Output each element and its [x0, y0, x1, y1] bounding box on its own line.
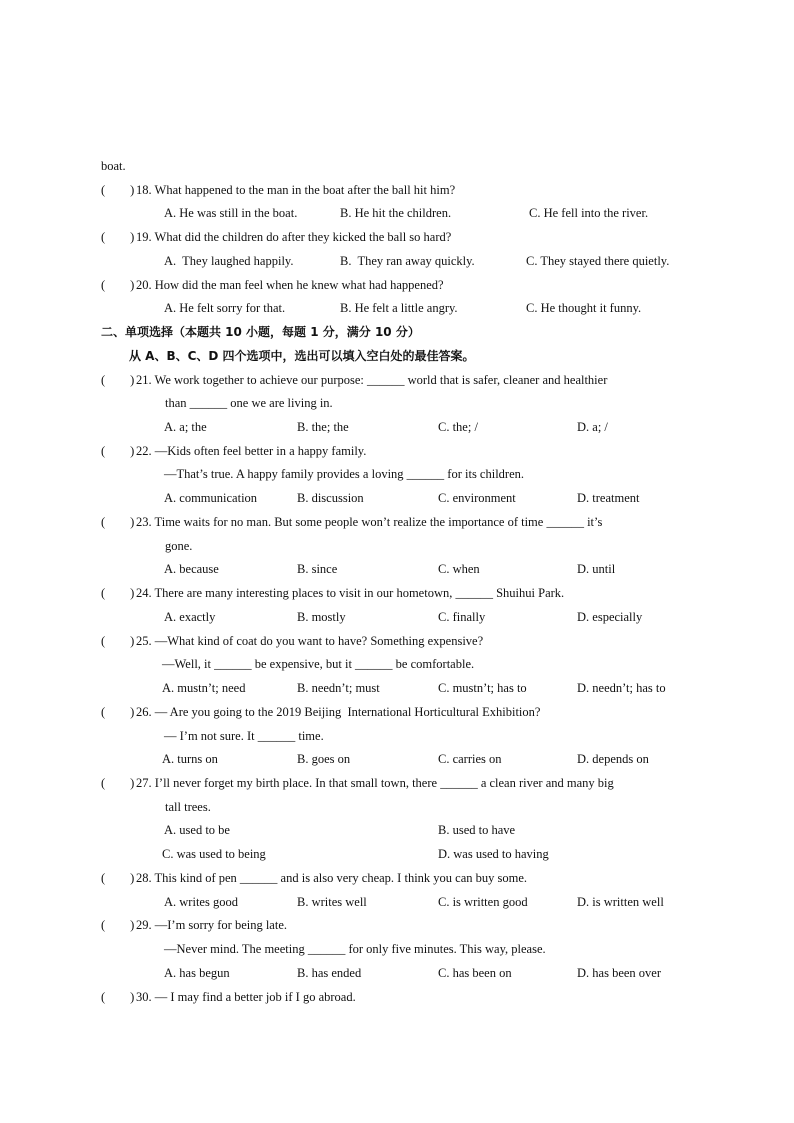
question-stem: 20. How did the man feel when he knew what had happened? [136, 278, 444, 292]
answer-bracket[interactable]: ( ) [101, 444, 135, 458]
option-b: B. used to have [438, 823, 516, 837]
option-b: B. writes well [297, 895, 367, 909]
option-a: A. communication [164, 491, 258, 505]
option-d: D. treatment [577, 491, 640, 505]
answer-bracket[interactable]: ( ) [101, 871, 135, 885]
question-continuation: —That’s true. A happy family provides a loving ______ for its children. [164, 467, 525, 481]
question-continuation: — I’m not sure. It ______ time. [164, 729, 324, 743]
option-c: C. They stayed there quietly. [526, 254, 670, 268]
option-c: C. was used to being [162, 847, 266, 861]
question-stem: 25. —What kind of coat do you want to have? Something expensive? [136, 634, 484, 648]
question-stem: 29. —I’m sorry for being late. [136, 918, 288, 932]
option-d: D. needn’t; has to [577, 681, 666, 695]
option-a: A. a; the [164, 420, 207, 434]
question-stem: 19. What did the children do after they kicked the ball so hard? [136, 230, 452, 244]
option-a: A. mustn’t; need [162, 681, 246, 695]
question-stem: 23. Time waits for no man. But some people won’t realize the importance of time ______ it’s [136, 515, 603, 529]
answer-bracket[interactable]: ( ) [101, 990, 135, 1004]
option-c: C. environment [438, 491, 516, 505]
option-c: C. He fell into the river. [529, 206, 649, 220]
question-stem: 26. — Are you going to the 2019 Beijing International Horticultural Exhibition? [136, 705, 541, 719]
question-stem: 28. This kind of pen ______ and is also very cheap. I think you can buy some. [136, 871, 528, 885]
answer-bracket[interactable]: ( ) [101, 373, 135, 387]
answer-bracket[interactable]: ( ) [101, 918, 135, 932]
question-stem: 24. There are many interesting places to visit in our hometown, ______ Shuihui Park. [136, 586, 565, 600]
question-stem: 21. We work together to achieve our purpose: ______ world that is safer, cleaner and healthier [136, 373, 608, 387]
option-b: B. mostly [297, 610, 346, 624]
answer-bracket[interactable]: ( ) [101, 634, 135, 648]
option-a: A. He felt sorry for that. [164, 301, 286, 315]
question-stem: 30. — I may find a better job if I go abroad. [136, 990, 356, 1004]
section-instruction: 从 A、B、C、D 四个选项中，选出可以填入空白处的最佳答案。 [129, 349, 475, 363]
option-b: B. goes on [297, 752, 351, 766]
answer-bracket[interactable]: ( ) [101, 586, 135, 600]
question-continuation: —Well, it ______ be expensive, but it ______ be comfortable. [162, 657, 475, 671]
option-c: C. when [438, 562, 480, 576]
option-a: A. used to be [164, 823, 230, 837]
option-c: C. carries on [438, 752, 502, 766]
answer-bracket[interactable]: ( ) [101, 515, 135, 529]
carry-over-text: boat. [101, 159, 126, 173]
answer-bracket[interactable]: ( ) [101, 776, 135, 790]
option-c: C. finally [438, 610, 486, 624]
option-c: C. He thought it funny. [526, 301, 642, 315]
option-b: B. has ended [297, 966, 362, 980]
option-d: D. especially [577, 610, 643, 624]
answer-bracket[interactable]: ( ) [101, 183, 135, 197]
question-continuation: tall trees. [165, 800, 211, 814]
option-c: C. the; / [438, 420, 478, 434]
question-continuation: than ______ one we are living in. [165, 396, 333, 410]
option-a: A. They laughed happily. [164, 254, 294, 268]
question-stem: 27. I’ll never forget my birth place. In that small town, there ______ a clean river and many big [136, 776, 614, 790]
option-b: B. They ran away quickly. [340, 254, 475, 268]
option-c: C. is written good [438, 895, 528, 909]
option-d: D. until [577, 562, 616, 576]
question-continuation: gone. [165, 539, 193, 553]
question-stem: 18. What happened to the man in the boat after the ball hit him? [136, 183, 456, 197]
section-heading: 二、单项选择（本题共 10 小题，每题 1 分，满分 10 分） [101, 325, 420, 339]
option-b: B. He felt a little angry. [340, 301, 458, 315]
answer-bracket[interactable]: ( ) [101, 278, 135, 292]
answer-bracket[interactable]: ( ) [101, 230, 135, 244]
option-b: B. discussion [297, 491, 364, 505]
option-b: B. needn’t; must [297, 681, 380, 695]
option-b: B. the; the [297, 420, 349, 434]
option-d: D. has been over [577, 966, 661, 980]
option-c: C. mustn’t; has to [438, 681, 527, 695]
option-d: D. a; / [577, 420, 608, 434]
option-b: B. He hit the children. [340, 206, 452, 220]
option-d: D. depends on [577, 752, 649, 766]
question-stem: 22. —Kids often feel better in a happy family. [136, 444, 367, 458]
option-d: D. is written well [577, 895, 664, 909]
option-a: A. turns on [162, 752, 218, 766]
option-a: A. exactly [164, 610, 216, 624]
option-b: B. since [297, 562, 338, 576]
option-d: D. was used to having [438, 847, 549, 861]
option-a: A. because [164, 562, 219, 576]
question-continuation: —Never mind. The meeting ______ for only five minutes. This way, please. [164, 942, 546, 956]
option-a: A. He was still in the boat. [164, 206, 298, 220]
option-a: A. writes good [164, 895, 238, 909]
answer-bracket[interactable]: ( ) [101, 705, 135, 719]
option-c: C. has been on [438, 966, 512, 980]
option-a: A. has begun [164, 966, 230, 980]
